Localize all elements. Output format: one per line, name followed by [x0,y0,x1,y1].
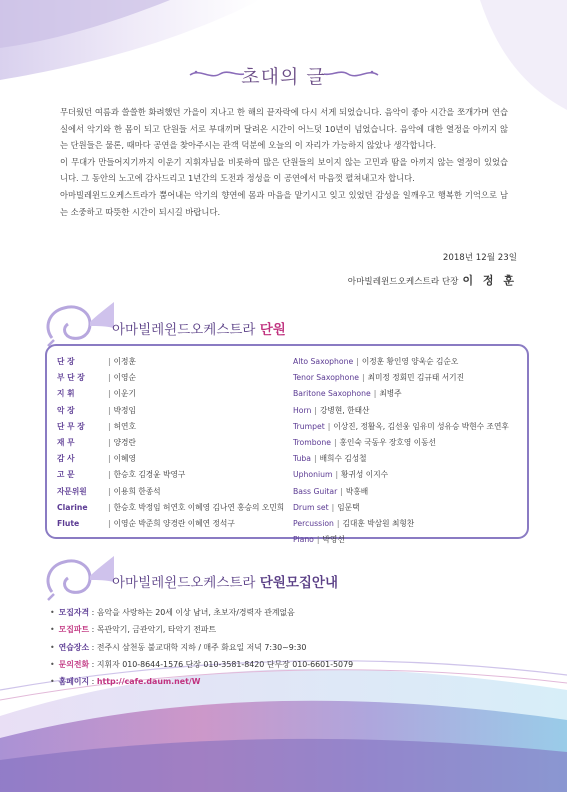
letter-paragraph: 아마빌레윈드오케스트라가 뿜어내는 악기의 향연에 몸과 마음을 맡기시고 잊고 있었던 감성을 일깨우고 행복한 기억으로 남는 소중하고 따뜻한 시간이 되시길 바랍니다. [60,189,508,217]
member-row: Tuba | 배희수 김성철 [293,451,509,467]
homepage-link[interactable]: http://cafe.daum.net/W [96,677,201,687]
member-names: 최미정 정회민 김규태 서기진 [367,373,465,383]
recruit-title-accent: 단원모집안내 [259,575,338,591]
letter-signature [348,272,517,288]
member-row: 고 문 | 한승호 김경윤 박영구 [57,467,284,483]
member-names: 임문택 [337,502,360,512]
member-row: Trombone | 홍인숙 국동우 장호영 이동선 [293,435,509,451]
member-row: Horn | 강병현, 한태산 [293,403,509,419]
member-row: 단 무 장 | 허연호 [57,419,284,435]
member-row: Trumpet | 이상진, 정활옥, 김선웅 임유미 성유승 박현수 조연후 [293,419,509,435]
member-row: Uphonium | 황귀성 이지수 [293,467,509,483]
member-names: 배희수 김성철 [319,454,367,464]
member-role: 지 휘 [57,389,75,399]
members-right-column [293,354,509,548]
member-row: 부 단 장 | 이영순 [57,370,284,386]
member-role: Percussion [293,519,334,529]
member-role: Tuba [293,454,311,464]
letter-paragraph: 이 무대가 만들어지기까지 이운기 지휘자님을 비롯하여 많은 단원들의 보이지 않는 고민과 땀을 아끼지 않는 열정이 있었습니다. 그 동안의 노고에 감사드리고 1년간의 도전과 정성을 이 공연에서 마음껏 펼쳐내고자 합니다. [60,156,508,184]
member-row: 지 휘 | 이운기 [57,386,284,402]
members-box [45,344,529,545]
member-role: Clarine [57,502,88,512]
members-title-main: 아마빌레윈드오케스트라 [112,322,256,338]
french-horn-icon [44,552,116,604]
member-row: Baritone Saxophone | 최병주 [293,386,509,402]
member-row: Tenor Saxophone | 최미정 정회민 김규태 서기진 [293,370,509,386]
member-role: 자문위원 [57,486,87,496]
member-names: 이용희 한종석 [113,486,161,496]
member-role: Horn [293,405,312,415]
recruit-key: 모집자격 [58,608,90,617]
member-row: Alto Saxophone | 이정훈 황인영 양욱순 김순오 [293,354,509,370]
recruit-value: 지휘자 010-8644-1576 단장 010-3581-8420 단무장 010-6601-5079 [96,659,354,669]
recruit-item: • 모집자격 : 음악을 사랑하는 20세 이상 남녀, 초보자/경력자 관계없음 [50,608,295,617]
member-names: 양경란 [113,438,136,448]
member-role: Tenor Saxophone [293,373,359,383]
recruit-list [50,604,353,690]
member-role: 악 장 [57,405,75,415]
recruit-value: 음악을 사랑하는 20세 이상 남녀, 초보자/경력자 관계없음 [96,608,295,617]
member-role: 단 무 장 [57,421,85,431]
member-role: Flute [57,519,80,529]
member-names: 박영선 [322,535,345,545]
member-role: 고 문 [57,470,75,480]
members-title-accent: 단원 [259,322,286,338]
member-names: 한승호 김경윤 박영구 [113,470,186,480]
member-names: 이정훈 황인영 양욱순 김순오 [361,357,459,366]
member-names: 이운기 [113,389,136,399]
member-names: 이영순 박준희 양경란 이혜연 정석구 [113,519,235,529]
letter-paragraph: 무더웠던 여름과 쓸쓸한 화려했던 가을이 지나고 한 해의 끝자락에 다시 서게 되었습니다. 음악이 좋아 시간을 쪼개가며 연습실에서 악기와 한 몸이 되고 단원들 서로 부대끼며 달려온 시간이 어느덧 10년이 넘었습니다. 음악에 대한 열정을 아끼지 않는 단원들은 물론, 때마다 공연을 찾아주시는 관객 덕분에 오늘의 이 자리가 가능하지 않았나 생각합니다. [60,107,508,151]
signature-name: 이 정 훈 [462,274,517,287]
member-names: 이상진, 정활옥, 김선웅 임유미 성유승 박현수 조연후 [333,421,509,431]
recruit-key: 연습장소 [58,642,90,652]
members-section-title [112,318,286,338]
invitation-letter [60,104,508,220]
member-row: Drum set | 임문택 [293,500,509,516]
member-role: Bass Guitar [293,486,338,496]
member-role: 부 단 장 [57,373,85,383]
member-row: 자문위원 | 이용희 한종석 [57,484,284,500]
french-horn-icon [44,298,116,350]
member-row: Percussion | 김대훈 박삼원 최형찬 [293,516,509,532]
member-names: 최병주 [379,389,402,399]
recruit-item: • 홈페이지 : http://cafe.daum.net/W [50,677,201,687]
member-row: Bass Guitar | 박홍배 [293,484,509,500]
member-role: Baritone Saxophone [293,389,371,399]
member-row: 단 장 | 이정훈 [57,354,284,370]
recruit-value: 목관악기, 금관악기, 타악기 전파트 [96,625,217,635]
member-role: 단 장 [57,357,75,366]
member-role: Piano [293,535,314,545]
member-names: 한승호 박정임 허연호 이혜영 김나연 홍승의 오민희 [113,502,285,512]
members-left-column [57,354,284,532]
letter-date: 2018년 12월 23일 [442,253,517,263]
member-row: 감 사 | 이혜영 [57,451,284,467]
member-names: 박정임 [113,405,136,415]
member-row: 악 장 | 박정임 [57,403,284,419]
recruit-value: 전주시 삼천동 불교대학 지하 / 매주 화요일 저녁 7:30~9:30 [96,642,307,652]
member-role: Drum set [293,502,329,512]
signature-org: 아마빌레윈드오케스트라 단장 [347,277,459,287]
member-row: Flute | 이영순 박준희 양경란 이혜연 정석구 [57,516,284,532]
member-row: 재 무 | 양경란 [57,435,284,451]
member-names: 박홍배 [345,486,369,496]
member-role: Trumpet [293,421,325,431]
member-role: 감 사 [57,454,75,464]
member-role: Uphonium [293,470,333,480]
member-row: Clarine | 한승호 박정임 허연호 이혜영 김나연 홍승의 오민희 [57,500,284,516]
recruit-section-title [112,571,338,591]
member-names: 허연호 [113,421,136,431]
member-row: Piano | 박영선 [293,532,509,548]
member-names: 김대훈 박삼원 최형찬 [342,519,415,529]
recruit-item: • 모집파트 : 목관악기, 금관악기, 타악기 전파트 [50,625,217,635]
recruit-key: 홈페이지 [58,677,90,687]
member-role: Alto Saxophone [293,357,354,366]
member-role: Trombone [293,438,331,448]
recruit-item: • 문의전화 : 지휘자 010-8644-1576 단장 010-3581-8420 단무장 010-6601-5079 [50,659,354,669]
recruit-key: 문의전화 [58,659,90,669]
member-role: 재 무 [57,438,75,448]
recruit-item: • 연습장소 : 전주시 삼천동 불교대학 지하 / 매주 화요일 저녁 7:30~9:30 [50,642,307,652]
member-names: 이정훈 [113,357,136,366]
recruit-title-main: 아마빌레윈드오케스트라 [112,575,256,591]
member-names: 이혜영 [113,454,136,464]
member-names: 홍인숙 국동우 장호영 이동선 [339,438,436,448]
member-names: 강병현, 한태산 [319,405,370,415]
recruit-key: 모집파트 [58,625,90,635]
member-names: 이영순 [113,373,136,383]
invitation-title: 초대의 글 [241,66,326,88]
member-names: 황귀성 이지수 [341,470,389,480]
